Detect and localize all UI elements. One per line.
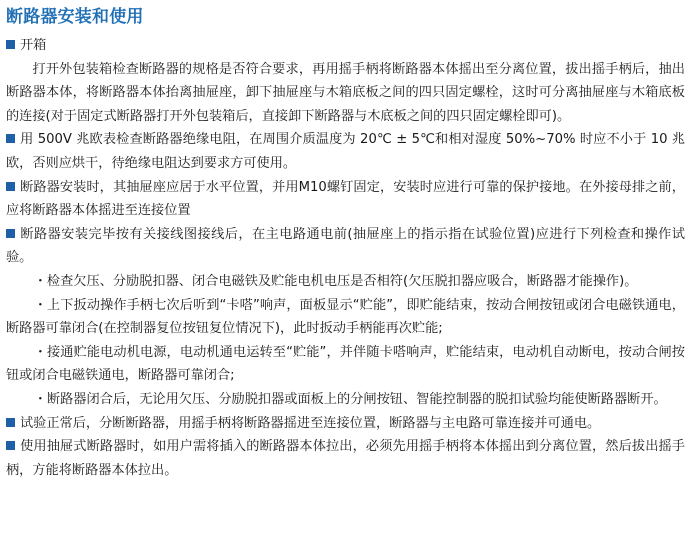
section-text: 断路器安装完毕按有关接线图接线后，在主电路通电前(抽屉座上的指示指在试验位置)应进行下列检查和操作试验。 [6,226,685,266]
section-text: 试验正常后，分断断路器，用摇手柄将断路器摇进至连接位置，断路器与主电路可靠连接并可通电。 [20,415,601,431]
sub-item-manual-charge: ・上下扳动操作手柄七次后听到“卡嗒”响声，面板显示“贮能”，即贮能结束，按动合闸按钮或闭合电磁铁通电，断路器可靠闭合(在控制器复位按钮复位情况下)，此时扳动手柄能再次贮能; [6,297,685,337]
paragraph-normal-operation [6,412,685,436]
section-text: 断路器安装时，其抽屉座应居于水平位置，并用M10螺钉固定，安装时应进行可靠的保护接地。在外接母排之前，应将断路器本体摇进至连接位置 [6,179,685,219]
paragraph-installation [6,176,685,223]
sub-item-motor-charge: ・接通贮能电动机电源，电动机通电运转至“贮能”，并伴随卡嗒响声，贮能结束，电动机自动断电，按动合闸按钮或闭合电磁铁通电，断路器可靠闭合; [6,344,685,384]
paragraph-withdrawal [6,435,685,482]
square-bullet-icon [6,418,15,427]
section-text: 使用抽屉式断路器时，如用户需将插入的断路器本体拉出，必须先用摇手柄将本体摇出到分离位置，然后拔出摇手柄，方能将断路器本体拉出。 [6,439,685,478]
sub-item-voltage-check: ・检查欠压、分励脱扣器、闭合电磁铁及贮能电机电压是否相符(欠压脱扣器应吸合，断路器才能操作)。 [33,273,638,289]
paragraph-insulation-check [6,128,685,175]
paragraph-unpacking: 打开外包装箱检查断路器的规格是否符合要求，再用摇手柄将断路器本体摇出至分离位置，拔出摇手柄后，抽出断路器本体，将断路器本体抬离抽屉座，卸下抽屉座与木箱底板之间的四只固定螺栓，这时可分离抽屉座与木箱底板的连接(对于固定式断路器打开外包装箱后，直接卸下断路器与木底板之间的四只固定螺栓即可)。 [6,61,685,124]
square-bullet-icon [6,40,15,49]
sub-item-trip-test: ・断路器闭合后，无论用欠压、分励脱扣器或面板上的分闸按钮、智能控制器的脱扣试验均能使断路器断开。 [33,391,667,407]
section-text: 开箱 [20,38,47,53]
square-bullet-icon [6,229,15,238]
section-heading-unpacking [6,34,685,58]
section-text: 用 500V 兆欧表检查断路器绝缘电阻，在周围介质温度为 20℃ ± 5℃和相对湿度 50%~70% 时应不小于 10 兆欧，否则应烘干，待绝缘电阻达到要求方可使用。 [6,132,685,171]
page-title: 断路器安装和使用 [6,7,144,27]
square-bullet-icon [6,134,15,143]
paragraph-wiring-test [6,223,685,270]
square-bullet-icon [6,441,15,450]
square-bullet-icon [6,182,15,191]
